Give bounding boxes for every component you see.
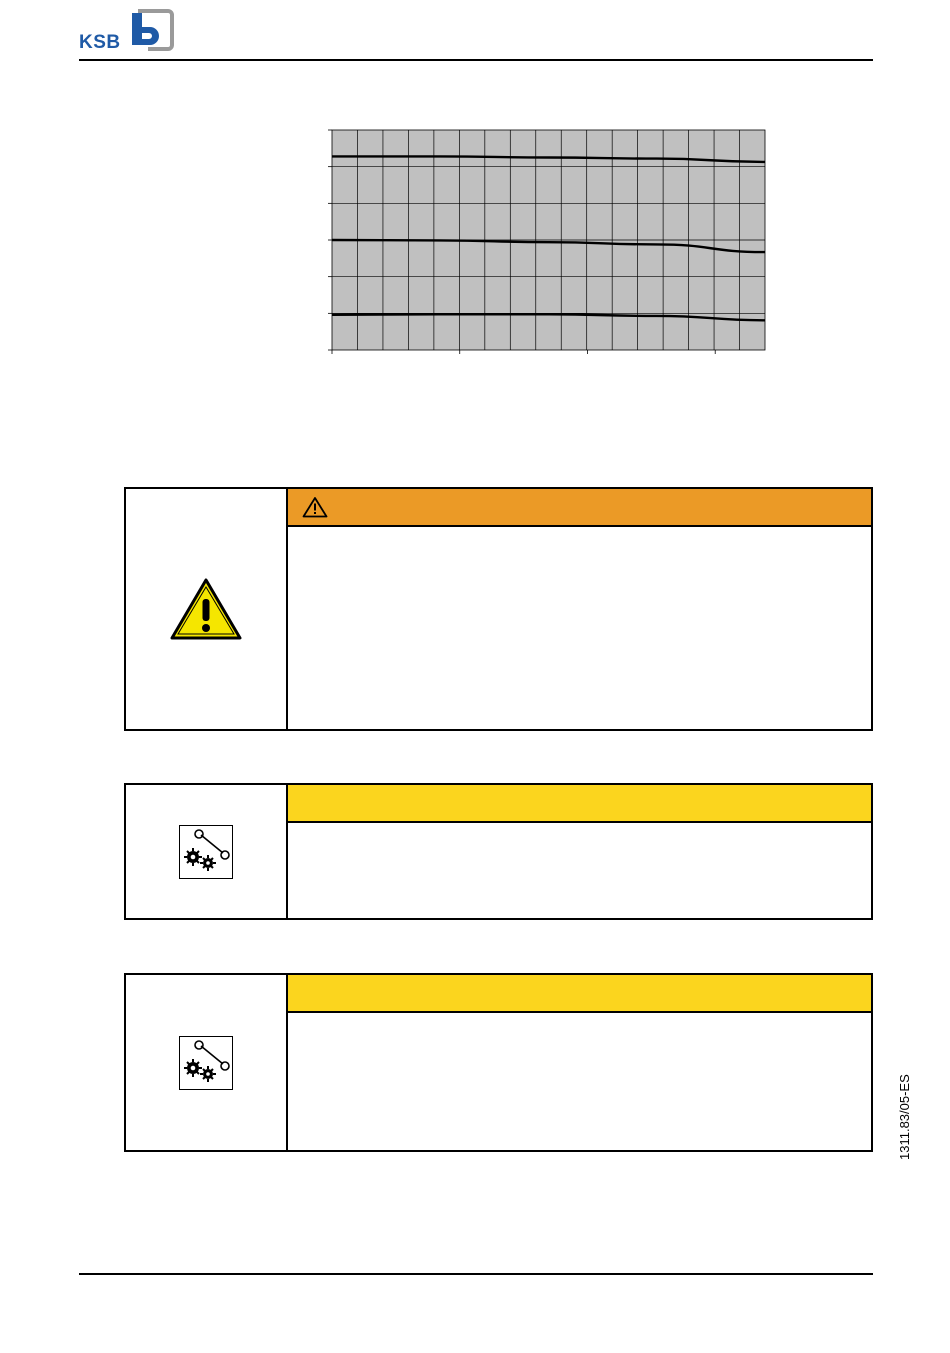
note-body-2 (288, 1013, 871, 1150)
performance-chart (320, 120, 780, 360)
ksb-logo (79, 9, 179, 53)
tools-gears-icon (179, 825, 233, 879)
warning-icon-column (126, 489, 288, 729)
tools-gears-icon (179, 1036, 233, 1090)
warning-body (288, 527, 871, 729)
warning-triangle-icon (170, 577, 242, 641)
note-icon-column (126, 975, 288, 1150)
warning-notice (124, 487, 873, 731)
note-notice-2 (124, 973, 873, 1152)
logo-text: KSB (79, 32, 121, 53)
note-notice-1 (124, 783, 873, 920)
note-icon-column (126, 785, 288, 918)
note-header-1 (288, 785, 871, 823)
note-body-1 (288, 823, 871, 918)
note-header-2 (288, 975, 871, 1013)
warning-outline-icon (302, 496, 328, 518)
warning-header (288, 489, 871, 527)
footer-rule (79, 1273, 873, 1275)
document-reference: 1311.83/05-ES (897, 1074, 912, 1160)
logo-mark-icon (128, 9, 174, 53)
header-rule (79, 59, 873, 61)
